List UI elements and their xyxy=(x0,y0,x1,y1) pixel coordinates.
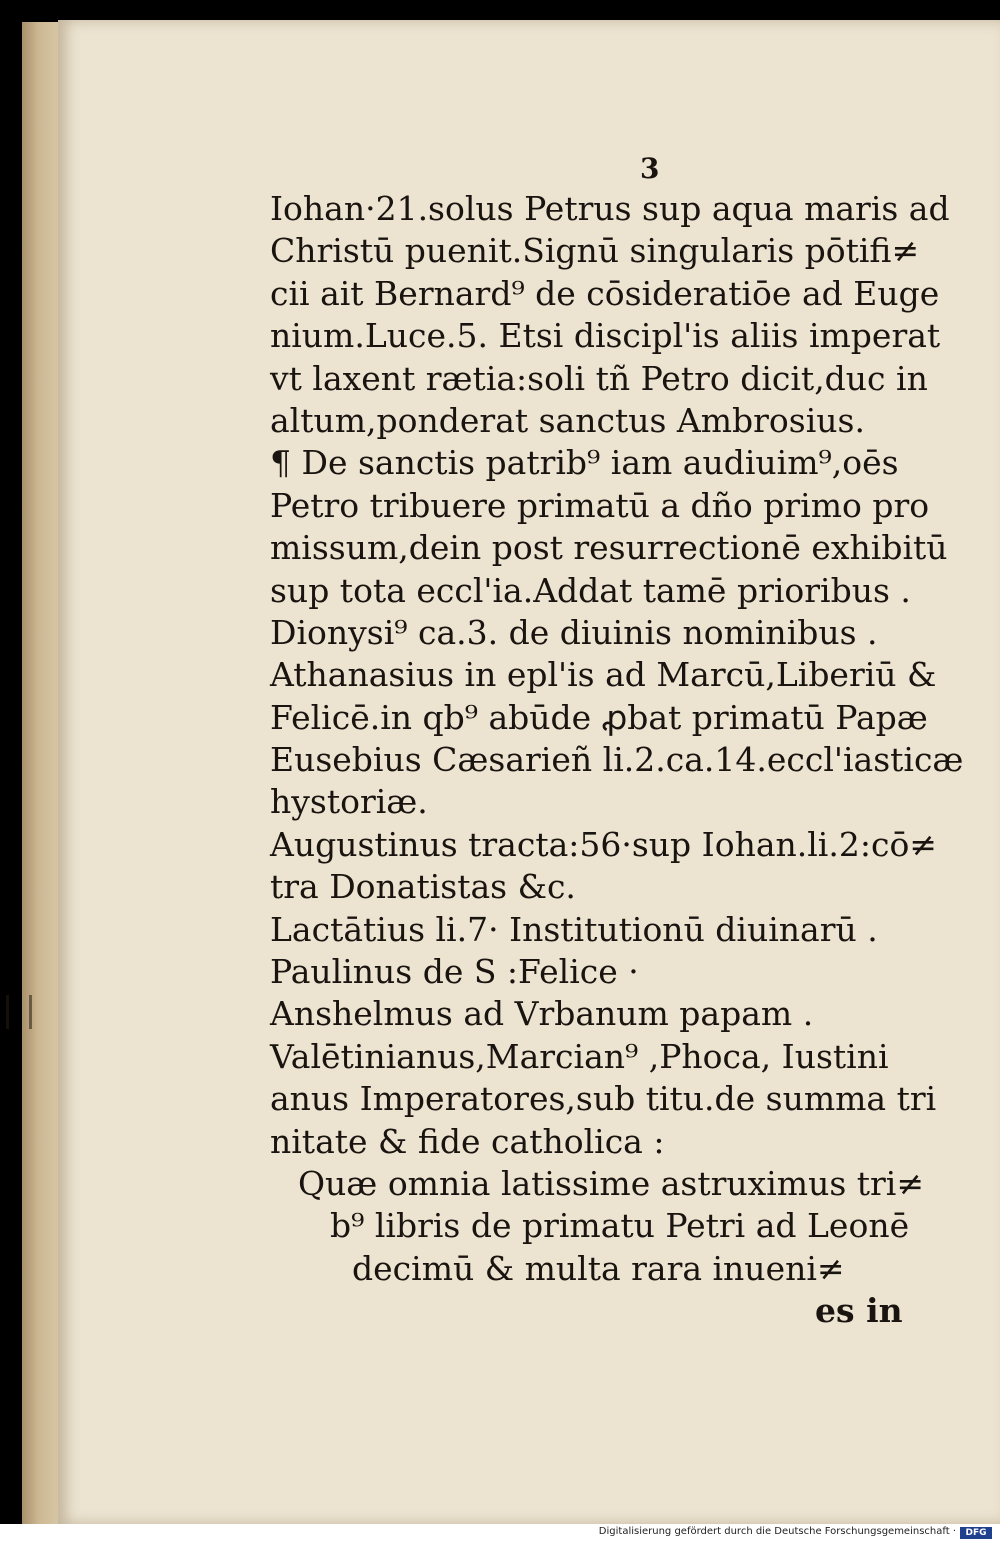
text-line: Iohan·21.solus Petrus sup aqua maris ad xyxy=(270,189,950,228)
text-line: Christū puenit.Signū singularis pōtifi≠ xyxy=(270,231,920,271)
text-line: Anshelmus ad Vrbanum papam . xyxy=(270,994,814,1034)
catchword: es in xyxy=(815,1291,903,1331)
text-line: nitate & fide catholica : xyxy=(270,1121,665,1161)
text-line: nium.Luce.5. Etsi discipl'is aliis imperat xyxy=(270,316,941,356)
dfg-logo: DFG xyxy=(960,1527,992,1539)
gutter-mark xyxy=(6,995,32,1029)
show-through-text xyxy=(90,798,101,833)
text-line: altum,ponderat sanctus Ambrosius. xyxy=(270,400,865,440)
text-line: Dionysi⁹ ca.3. de diuinis nominibus . xyxy=(270,612,878,652)
text-line: Petro tribuere primatū a dño primo pro xyxy=(270,485,930,525)
funding-notice: Digitalisierung gefördert durch die Deutsche Forschungsgemeinschaft · xyxy=(598,1526,956,1537)
text-line: Athanasius in epl'is ad Marcū,Liberiū & xyxy=(270,655,937,695)
text-line: Valētinianus,Marcian⁹ ,Phoca, Iustini xyxy=(270,1036,889,1076)
text-line: vt laxent rætia:soli tñ Petro dicit,duc in xyxy=(270,358,928,398)
text-line: tra Donatistas &c. xyxy=(270,867,576,907)
text-line: Augustinus tracta:56·sup Iohan.li.2:cō≠ xyxy=(270,824,937,864)
text-line: cii ait Bernard⁹ de cōsideratiōe ad Euge xyxy=(270,273,940,313)
footer-bar xyxy=(0,1524,1000,1542)
text-line: Quæ omnia latissime astruximus tri≠ xyxy=(298,1163,925,1203)
text-line: sup tota eccl'ia.Addat tamē prioribus . xyxy=(270,570,911,610)
text-line: missum,dein post resurrectionē exhibitū xyxy=(270,528,948,568)
text-line: Felicē.in qb⁹ abūde ꝓbat primatū Papæ xyxy=(270,697,928,737)
text-line: ¶ De sanctis patrib⁹ iam audiuim⁹,oēs xyxy=(270,443,899,483)
text-line: Lactātius li.7· Institutionū diuinarū . xyxy=(270,909,878,949)
text-line: b⁹ libris de primatu Petri ad Leonē xyxy=(330,1206,910,1246)
text-line: hystoriæ. xyxy=(270,782,428,822)
text-line: decimū & multa rara inueni≠ xyxy=(352,1248,845,1288)
text-block xyxy=(270,188,964,1333)
text-line: Paulinus de S :Felice · xyxy=(270,952,639,992)
page-number: 3 xyxy=(640,152,660,185)
show-through-text xyxy=(110,392,121,427)
text-line: anus Imperatores,sub titu.de summa tri xyxy=(270,1079,937,1119)
text-line: Eusebius Cæsarieñ li.2.ca.14.eccl'iasticæ xyxy=(270,740,964,780)
